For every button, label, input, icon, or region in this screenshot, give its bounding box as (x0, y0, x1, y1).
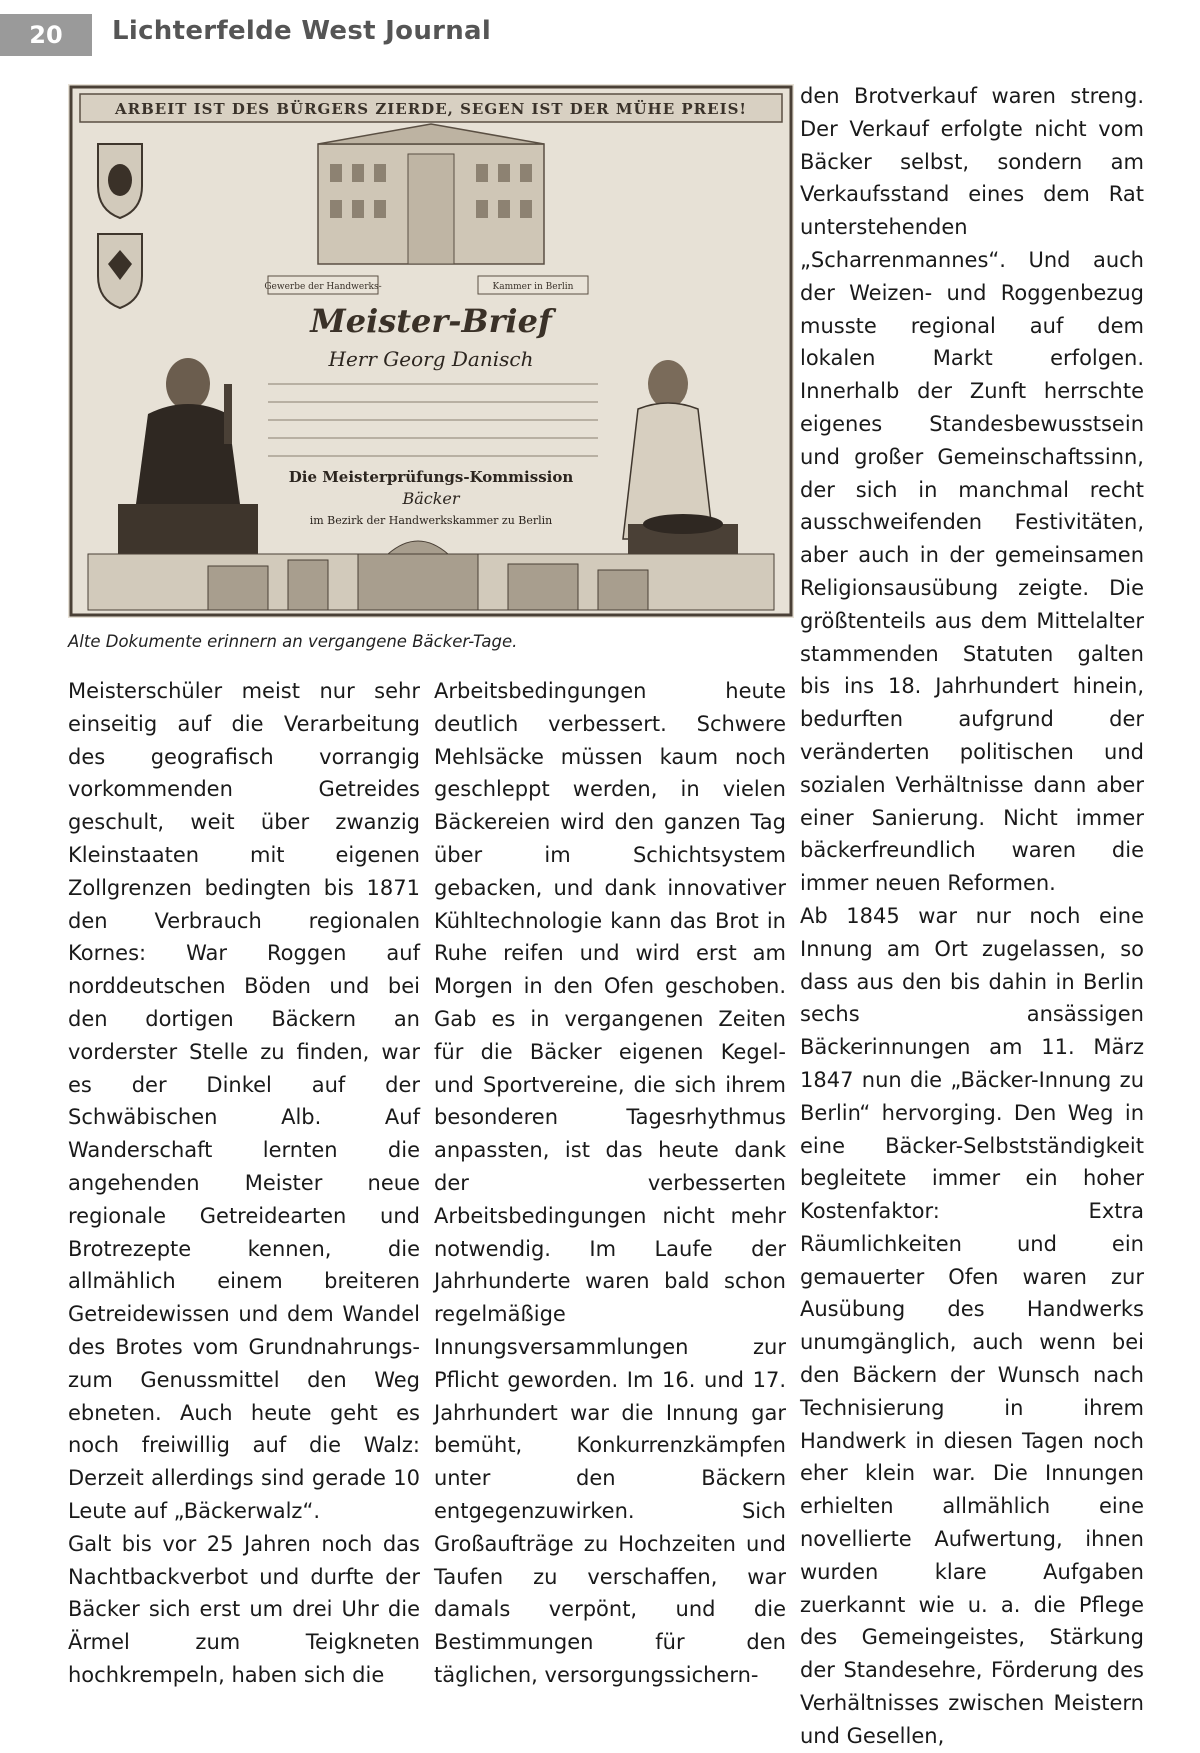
article-paragraph: Galt bis vor 25 Jahren noch das Nachtbackverbot und durfte der Bäcker sich erst um drei Uhr die Ärmel zum Teigkneten hochkrempeln, haben sich die (68, 1531, 420, 1687)
article-paragraph: Ab 1845 war nur noch eine Innung am Ort zugelassen, so dass aus den bis dahin in Berlin sechs ansässigen Bäckerinnungen am 11. März 1847 nun die „Bäcker-Innung zu Berlin“ hervorging. Den Weg in eine Bäcker-Selbstständigkeit begleitete immer ein hoher Kostenfaktor: Extra Räumlichkeiten und ein gemauerter Ofen waren zur Ausübung des Handwerks unumgänglich, auch wenn bei den Bäckern der Wunsch nach Technisierung in ihrem Handwerk in diesen Tagen noch eher klein war. Die Innungen erhielten allmählich eine novellierte Aufwertung, ihnen wurden klare Aufgaben zuerkannt wie u. a. die Pflege des Gemeingeistes, Stärkung der Standesehre, Förderung des Verhältnisses zwischen Meistern und Gesellen, (800, 903, 1144, 1748)
certificate-left-label: Gewerbe der Handwerks- (264, 282, 382, 292)
article-column-left (68, 675, 420, 1692)
figure-caption: Alte Dokumente erinnern an vergangene Bäcker-Tage. (68, 632, 518, 651)
certificate-name-line: Herr Georg Danisch (328, 347, 534, 371)
certificate-trade-line: Bäcker (402, 489, 460, 508)
article-column-right (800, 80, 1144, 1753)
eagle-coat-of-arms-icon (98, 234, 142, 308)
page-number: 20 (0, 14, 92, 56)
article-column-middle (434, 675, 786, 1692)
certificate-right-label: Kammer in Berlin (492, 282, 574, 292)
banner-text: ARBEIT IST DES BÜRGERS ZIERDE, SEGEN IST DER MÜHE PREIS! (114, 100, 748, 118)
bear-coat-of-arms-icon (98, 144, 142, 218)
article-paragraph: Arbeitsbedingungen heute deutlich verbessert. Schwere Mehlsäcke müssen kaum noch geschleppt werden, in vielen Bäckereien wird den ganzen Tag über im Schichtsystem gebacken, und dank innovativer Kühltechnologie kann das Brot in Ruhe reifen und wird erst am Morgen in den Ofen geschoben. Gab es in vergangenen Zeiten für die Bäcker eigenen Kegel- und Sportvereine, die sich ihrem besonderen Tagesrhythmus anpassten, ist das heute dank der verbesserten Arbeitsbedingungen nicht mehr notwendig. Im Laufe der Jahrhunderte waren bald schon regelmäßige Innungsversammlungen zur Pflicht geworden. Im 16. und 17. Jahrhundert war die Innung gar bemüht, Konkurrenzkämpfen unter den Bäckern entgegenzuwirken. Sich Großaufträge zu Hochzeiten und Taufen zu verschaffen, war damals verpönt, und die Bestimmungen für den täglichen, versorgungssichern- (434, 679, 786, 1687)
article-paragraph: den Brotverkauf waren streng. Der Verkauf erfolgte nicht vom Bäcker selbst, sondern am Verkaufsstand eines dem Rat unterstehenden „Scharrenmannes“. Und auch der Weizen- und Roggenbezug musste regional auf dem lokalen Markt erfolgen. Innerhalb der Zunft herrschte eigenes Standesbewusstsein und großer Gemeinschaftssinn, der sich in manchmal recht ausschweifenden Festivitäten, aber auch in der gemeinsamen Religionsausübung zeigte. Die größtenteils aus dem Mittelalter stammenden Statuten galten bis ins 18. Jahrhundert hinein, bedurften aufgrund der veränderten politischen und sozialen Verhältnisse dann aber einer Sanierung. Nicht immer bäckerfreundlich waren die immer neuen Reformen. (800, 84, 1144, 896)
certificate-title: Meister-Brief (310, 302, 552, 340)
certificate-commission-line: Die Meisterprüfungs-Kommission (288, 468, 574, 486)
certificate-image (68, 84, 794, 618)
building-illustration (318, 124, 544, 264)
certificate-chamber-line: im Bezirk der Handwerkskammer zu Berlin (309, 514, 553, 527)
article-paragraph: Meisterschüler meist nur sehr einseitig auf die Verarbeitung des geografisch vorrangig vorkommenden Getreides geschult, weit über zwanzig Kleinstaaten mit eigenen Zollgrenzen bedingten bis 1871 den Verbrauch regionalen Kornes: War Roggen auf norddeutschen Böden und bei den dortigen Bäckern an vorderster Stelle zu finden, war es der Dinkel auf der Schwäbischen Alb. Auf Wanderschaft lernten die angehenden Meister neue regionale Getreidearten und Brotrezepte kennen, die allmählich einem breiteren Getreidewissen und dem Wandel des Brotes vom Grundnahrungs- zum Genussmittel den Weg ebneten. Auch heute geht es noch freiwillig auf die Walz: Derzeit allerdings sind gerade 10 Leute auf „Bäckerwalz“. (68, 679, 420, 1523)
journal-title: Lichterfelde West Journal (112, 16, 492, 46)
